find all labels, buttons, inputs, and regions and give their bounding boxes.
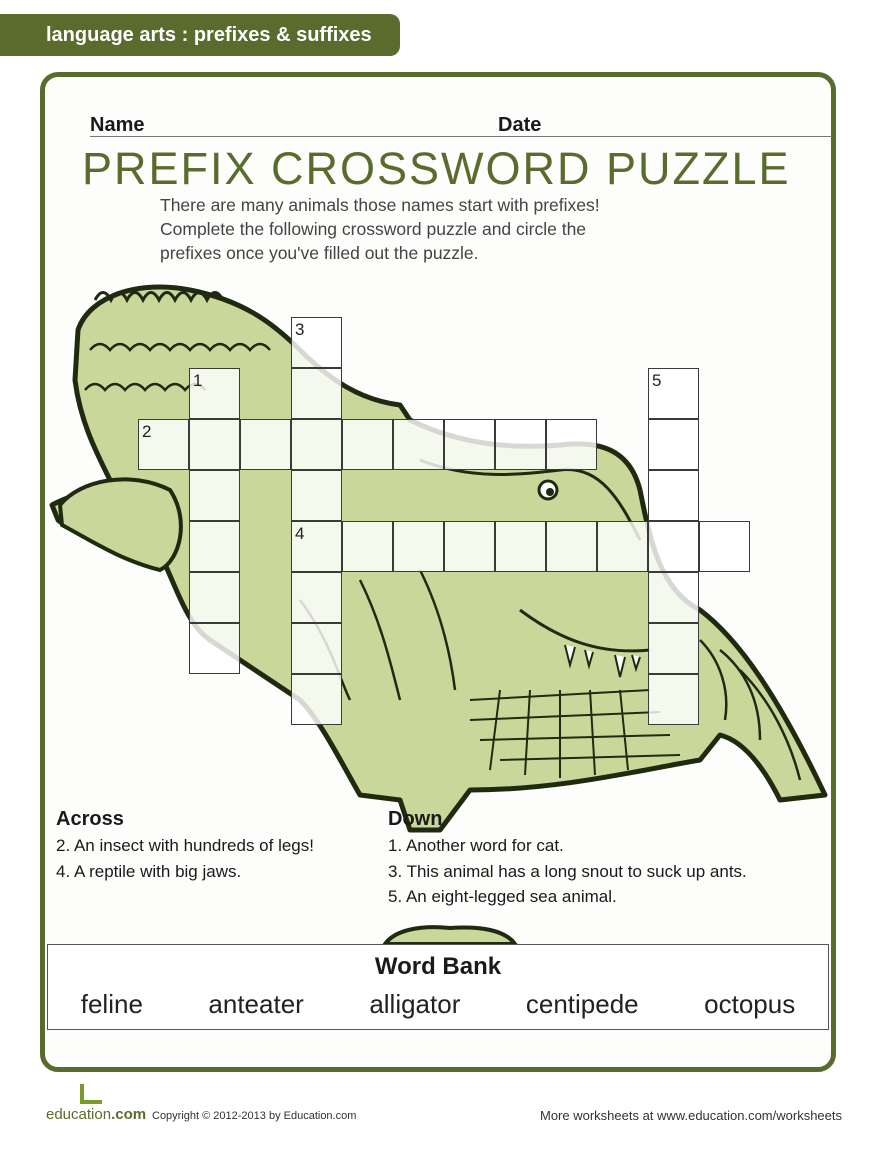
across-title: Across (56, 808, 124, 830)
crossword-cell[interactable] (291, 470, 342, 521)
word-bank (47, 944, 829, 1030)
crossword-cell[interactable] (291, 368, 342, 419)
crossword-cell[interactable] (291, 623, 342, 674)
education-logo-icon (80, 1084, 102, 1104)
clue-number-4: 4 (295, 524, 305, 543)
crossword-cell[interactable] (189, 521, 240, 572)
crossword-cell[interactable] (546, 419, 597, 470)
crossword-cell[interactable] (444, 521, 495, 572)
crossword-cell[interactable] (495, 419, 546, 470)
clue-number-2: 2 (142, 422, 152, 441)
crossword-cell[interactable] (291, 674, 342, 725)
crossword-cell[interactable] (291, 419, 342, 470)
crossword-cell[interactable] (648, 368, 699, 419)
word-bank-word: anteater (208, 989, 304, 1019)
copyright-text: Copyright © 2012-2013 by Education.com (152, 1110, 357, 1122)
logo-text: education (46, 1106, 112, 1123)
intro-line-3: prefixes once you've filled out the puzzle. (160, 243, 479, 263)
word-bank-word: octopus (704, 989, 796, 1019)
logo-suffix: .com (111, 1106, 147, 1123)
date-label: Date (498, 114, 542, 136)
word-bank-word: feline (80, 989, 143, 1019)
crossword-cell[interactable] (189, 623, 240, 674)
down-clue: 1. Another word for cat. (388, 836, 564, 855)
crossword-cell[interactable] (393, 521, 444, 572)
crossword-cell[interactable] (648, 419, 699, 470)
crossword-cell[interactable] (138, 419, 189, 470)
word-bank-word: centipede (525, 989, 639, 1019)
crossword-cell[interactable] (597, 521, 648, 572)
crossword-cell[interactable] (189, 470, 240, 521)
crossword-cell[interactable] (291, 572, 342, 623)
word-bank-title: Word Bank (374, 953, 502, 980)
down-clue: 3. This animal has a long snout to suck up ants. (388, 862, 747, 881)
intro-line-1: There are many animals those names start with prefixes! (160, 195, 600, 215)
crossword-cell[interactable] (546, 521, 597, 572)
intro-line-2: Complete the following crossword puzzle and circle the (160, 219, 587, 239)
crossword-cell[interactable] (342, 521, 393, 572)
crossword-cell[interactable] (648, 623, 699, 674)
crossword-cell[interactable] (393, 419, 444, 470)
crossword-cell[interactable] (495, 521, 546, 572)
more-worksheets-link[interactable]: More worksheets at www.education.com/worksheets (539, 1108, 842, 1123)
crossword-cell[interactable] (189, 572, 240, 623)
page-title: PREFIX CROSSWORD PUZZLE (82, 143, 791, 194)
crossword-cell[interactable] (342, 419, 393, 470)
across-clue: 4. A reptile with big jaws. (56, 862, 242, 881)
crossword-cell[interactable] (444, 419, 495, 470)
crossword-cell[interactable] (189, 419, 240, 470)
crossword-cell[interactable] (189, 368, 240, 419)
crossword-cell[interactable] (291, 521, 342, 572)
clue-number-1: 1 (193, 371, 203, 390)
crossword-cell[interactable] (291, 317, 342, 368)
word-bank-list (48, 989, 828, 1020)
down-clue: 5. An eight-legged sea animal. (388, 887, 617, 906)
crossword-cell[interactable] (699, 521, 750, 572)
word-bank-word: alligator (369, 989, 461, 1019)
crossword-cell[interactable] (240, 419, 291, 470)
crossword-cell[interactable] (648, 521, 699, 572)
crossword-cell[interactable] (648, 572, 699, 623)
crossword-cell[interactable] (648, 470, 699, 521)
clue-number-5: 5 (652, 371, 662, 390)
name-label: Name (90, 114, 145, 136)
crossword-cell[interactable] (648, 674, 699, 725)
clue-number-3: 3 (295, 320, 305, 339)
down-title: Down (388, 808, 443, 830)
header-tab: language arts : prefixes & suffixes (0, 14, 400, 56)
across-clue: 2. An insect with hundreds of legs! (56, 836, 314, 855)
education-logo[interactable] (46, 1106, 146, 1123)
